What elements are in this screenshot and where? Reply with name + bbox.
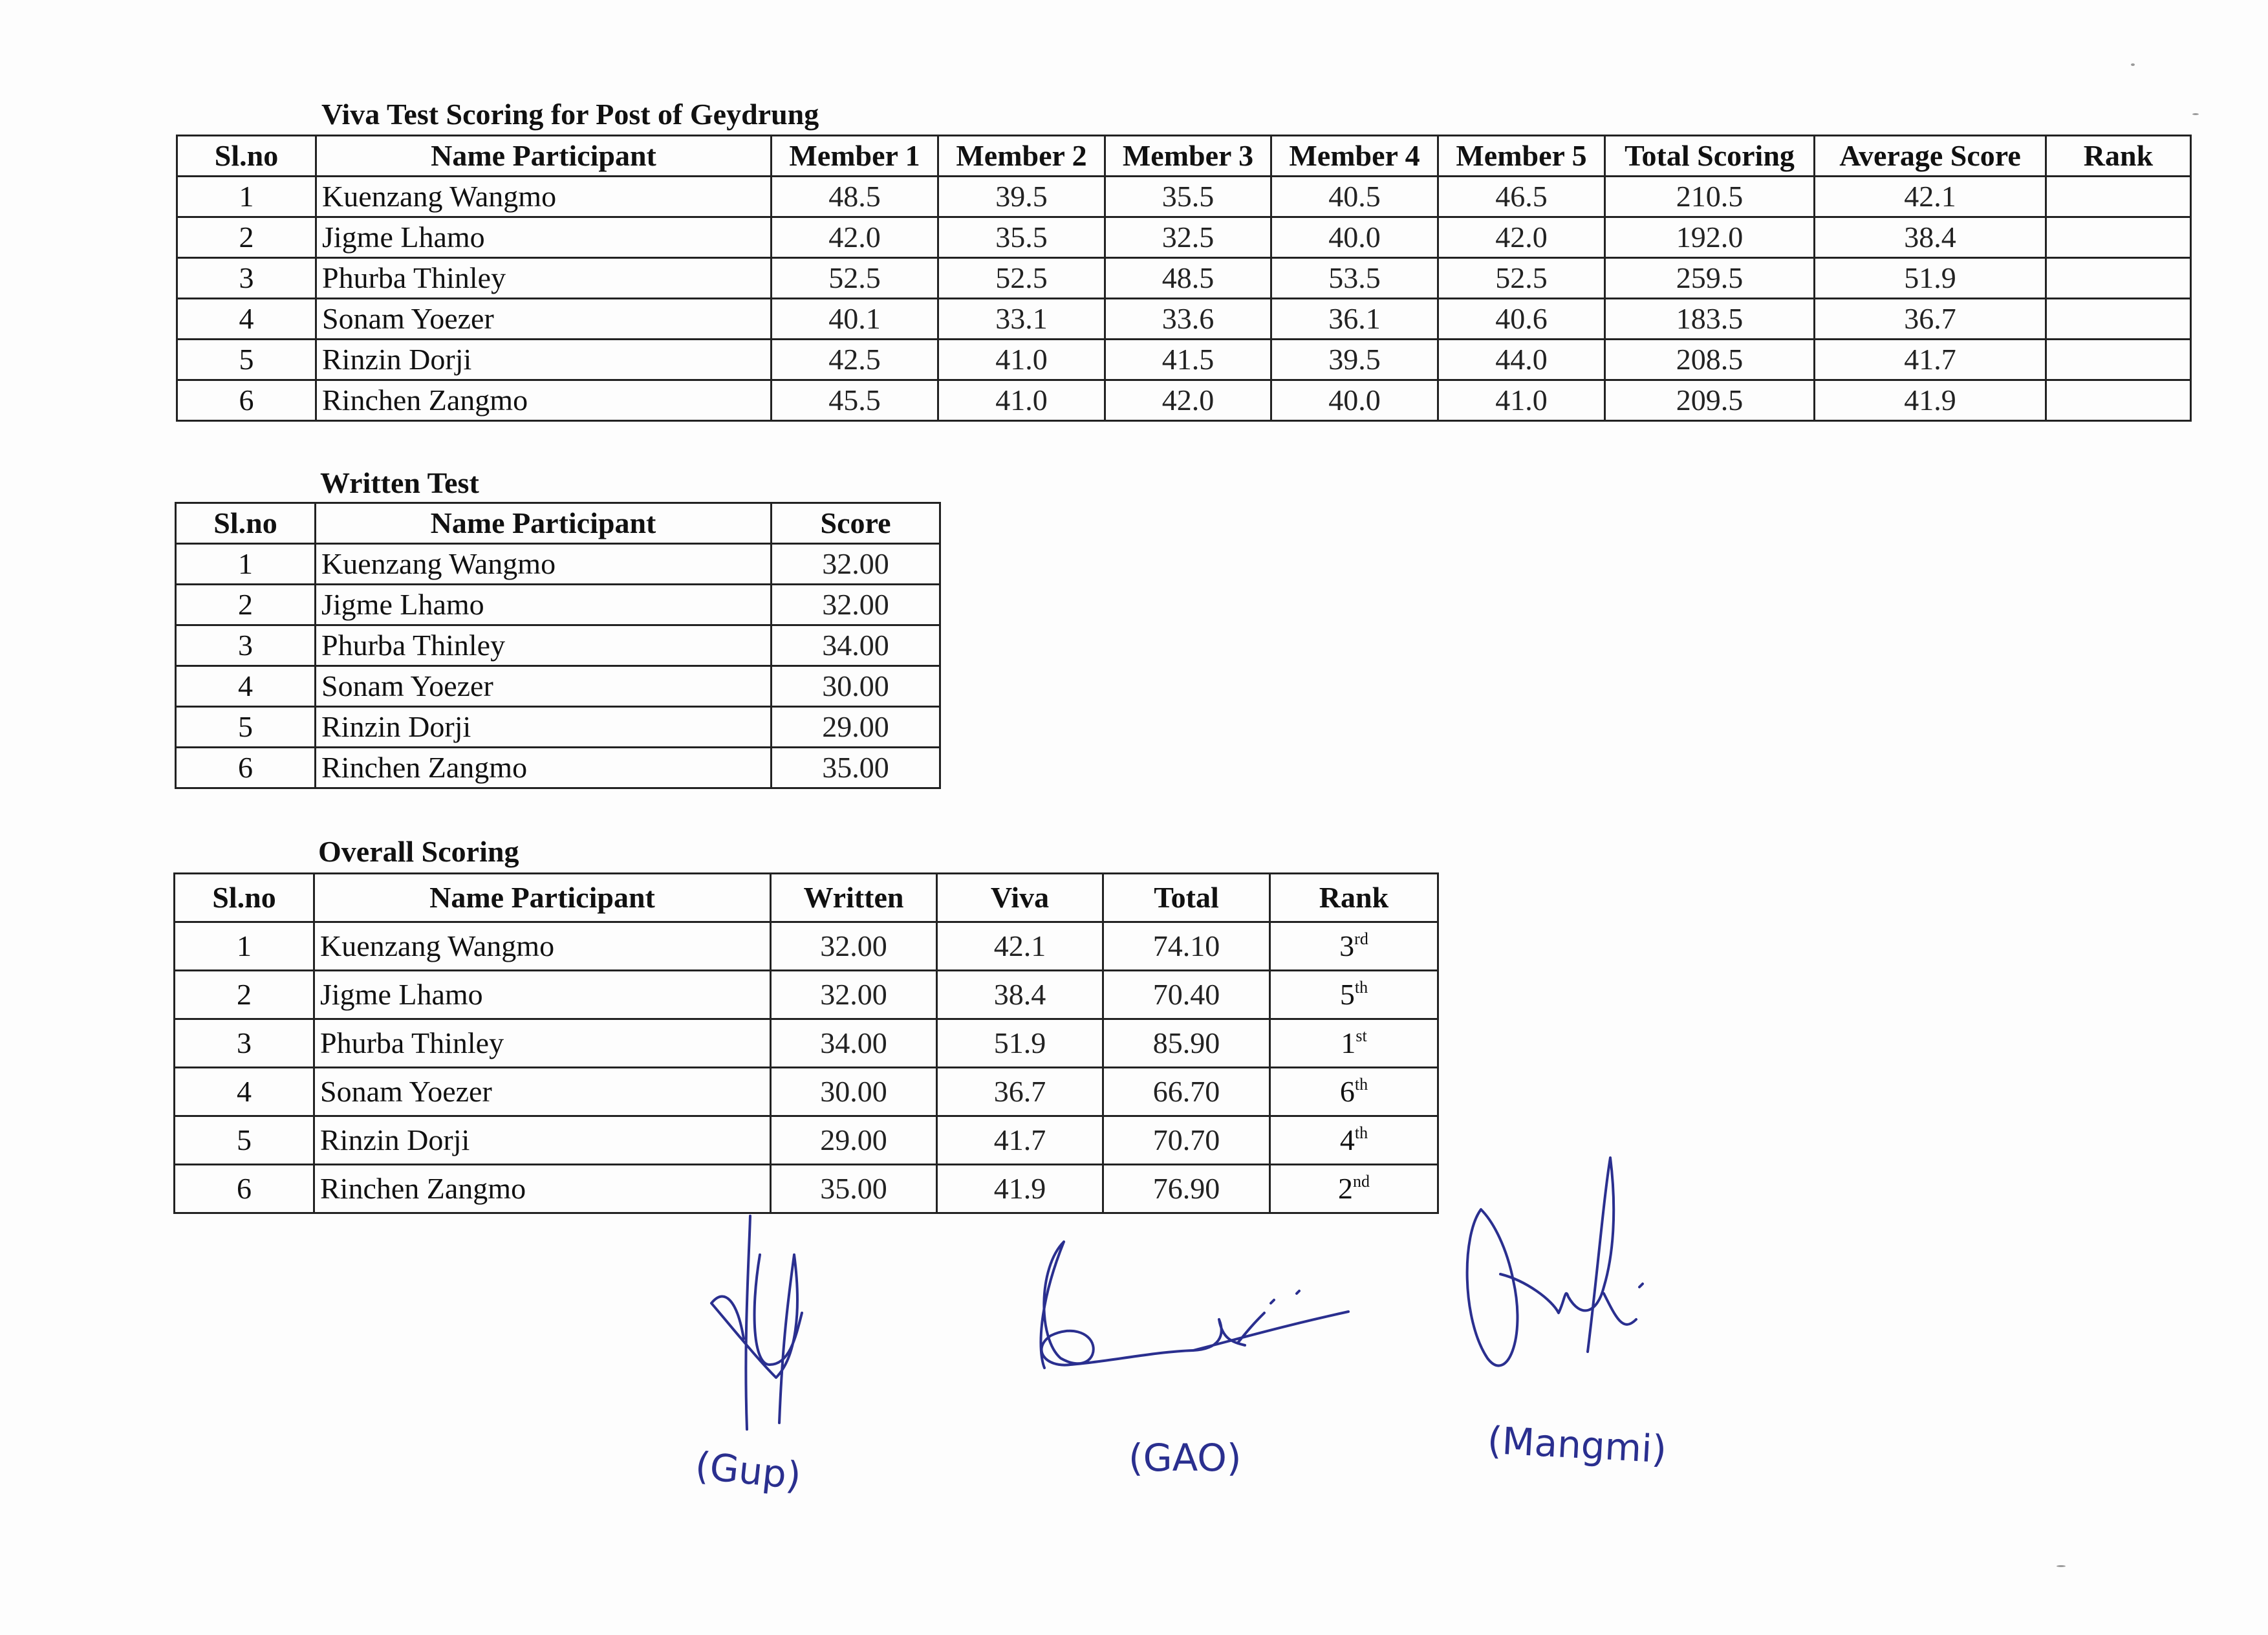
name-cell: Rinchen Zangmo <box>316 380 772 421</box>
viva-table <box>176 135 2192 422</box>
name-cell: Sonam Yoezer <box>314 1068 771 1116</box>
table-row <box>175 1165 1438 1213</box>
total-cell: 70.40 <box>1103 971 1270 1019</box>
average-cell: 36.7 <box>1815 299 2046 340</box>
member2-cell: 33.1 <box>938 299 1105 340</box>
member3-cell: 41.5 <box>1105 340 1271 380</box>
name-cell: Kuenzang Wangmo <box>314 922 771 971</box>
sl-cell: 1 <box>177 177 316 217</box>
overall-title: Overall Scoring <box>318 835 519 868</box>
table-row <box>177 217 2191 258</box>
table-row <box>175 971 1438 1019</box>
rank-suffix: th <box>1354 1075 1368 1094</box>
average-cell: 41.7 <box>1815 340 2046 380</box>
sl-cell: 6 <box>175 1165 314 1213</box>
total-cell: 74.10 <box>1103 922 1270 971</box>
sl-cell: 5 <box>175 1116 314 1165</box>
member5-cell: 44.0 <box>1438 340 1605 380</box>
average-cell: 51.9 <box>1815 258 2046 299</box>
column-header: Sl.no <box>175 874 314 922</box>
name-cell: Rinchen Zangmo <box>314 1165 771 1213</box>
sl-cell: 3 <box>177 258 316 299</box>
total-cell: 209.5 <box>1605 380 1815 421</box>
member2-cell: 41.0 <box>938 380 1105 421</box>
member1-cell: 48.5 <box>772 177 938 217</box>
written-cell: 32.00 <box>771 922 937 971</box>
table-row <box>177 380 2191 421</box>
column-header: Name Participant <box>314 874 771 922</box>
member2-cell: 39.5 <box>938 177 1105 217</box>
sl-cell: 6 <box>176 748 316 788</box>
sl-cell: 3 <box>176 625 316 666</box>
signature-gup <box>698 1209 847 1455</box>
table-row <box>175 1116 1438 1165</box>
sl-cell: 3 <box>175 1019 314 1068</box>
written-header-row <box>176 503 940 544</box>
sl-cell: 1 <box>176 544 316 585</box>
total-cell: 259.5 <box>1605 258 1815 299</box>
sl-cell: 4 <box>177 299 316 340</box>
sl-cell: 4 <box>176 666 316 707</box>
rank-cell <box>2046 340 2191 380</box>
signature-label-gup: (Gup) <box>693 1443 803 1499</box>
total-cell: 208.5 <box>1605 340 1815 380</box>
total-cell: 192.0 <box>1605 217 1815 258</box>
total-cell: 70.70 <box>1103 1116 1270 1165</box>
rank-suffix: nd <box>1353 1172 1370 1191</box>
name-cell: Rinzin Dorji <box>316 340 772 380</box>
column-header: Written <box>771 874 937 922</box>
total-cell: 66.70 <box>1103 1068 1270 1116</box>
table-row <box>176 585 940 625</box>
member3-cell: 32.5 <box>1105 217 1271 258</box>
viva-header-row <box>177 136 2191 177</box>
column-header: Average Score <box>1815 136 2046 177</box>
written-cell: 30.00 <box>771 1068 937 1116</box>
member2-cell: 52.5 <box>938 258 1105 299</box>
written-title: Written Test <box>320 466 479 499</box>
overall-table <box>173 872 1439 1214</box>
score-cell: 32.00 <box>772 544 940 585</box>
rank-cell <box>2046 299 2191 340</box>
signature-gao <box>1025 1229 1374 1423</box>
member5-cell: 42.0 <box>1438 217 1605 258</box>
column-header: Member 3 <box>1105 136 1271 177</box>
column-header: Score <box>772 503 940 544</box>
rank-number: 2 <box>1338 1172 1353 1205</box>
scan-speck <box>2192 113 2199 115</box>
name-cell: Rinzin Dorji <box>314 1116 771 1165</box>
name-cell: Rinzin Dorji <box>316 707 772 748</box>
rank-number: 6 <box>1339 1075 1355 1108</box>
written-cell: 35.00 <box>771 1165 937 1213</box>
column-header: Total Scoring <box>1605 136 1815 177</box>
table-row <box>176 748 940 788</box>
rank-cell <box>2046 217 2191 258</box>
column-header: Viva <box>937 874 1103 922</box>
name-cell: Sonam Yoezer <box>316 666 772 707</box>
sl-cell: 2 <box>177 217 316 258</box>
total-cell: 210.5 <box>1605 177 1815 217</box>
table-row <box>177 258 2191 299</box>
signature-label-mangmi: (Mangmi) <box>1486 1418 1668 1472</box>
column-header: Sl.no <box>176 503 316 544</box>
member4-cell: 40.5 <box>1271 177 1438 217</box>
column-header: Name Participant <box>316 136 772 177</box>
member2-cell: 41.0 <box>938 340 1105 380</box>
member4-cell: 53.5 <box>1271 258 1438 299</box>
table-row <box>176 707 940 748</box>
viva-cell: 42.1 <box>937 922 1103 971</box>
sl-cell: 5 <box>176 707 316 748</box>
name-cell: Sonam Yoezer <box>316 299 772 340</box>
rank-cell <box>1270 1019 1438 1068</box>
rank-cell <box>1270 1116 1438 1165</box>
total-cell: 85.90 <box>1103 1019 1270 1068</box>
member4-cell: 40.0 <box>1271 217 1438 258</box>
sl-cell: 6 <box>177 380 316 421</box>
rank-number: 5 <box>1339 978 1355 1011</box>
member5-cell: 41.0 <box>1438 380 1605 421</box>
member4-cell: 40.0 <box>1271 380 1438 421</box>
sl-cell: 2 <box>175 971 314 1019</box>
average-cell: 42.1 <box>1815 177 2046 217</box>
viva-cell: 41.9 <box>937 1165 1103 1213</box>
name-cell: Jigme Lhamo <box>316 217 772 258</box>
rank-cell <box>1270 922 1438 971</box>
viva-cell: 41.7 <box>937 1116 1103 1165</box>
name-cell: Phurba Thinley <box>314 1019 771 1068</box>
table-row <box>176 666 940 707</box>
rank-cell <box>1270 1068 1438 1116</box>
member4-cell: 39.5 <box>1271 340 1438 380</box>
total-cell: 76.90 <box>1103 1165 1270 1213</box>
rank-suffix: rd <box>1354 929 1368 948</box>
score-cell: 32.00 <box>772 585 940 625</box>
rank-cell <box>1270 1165 1438 1213</box>
member1-cell: 52.5 <box>772 258 938 299</box>
rank-number: 3 <box>1339 929 1355 962</box>
viva-title: Viva Test Scoring for Post of Geydrung <box>321 98 819 131</box>
overall-header-row <box>175 874 1438 922</box>
scan-speck <box>2131 63 2135 66</box>
column-header: Member 1 <box>772 136 938 177</box>
rank-suffix: th <box>1354 1123 1368 1142</box>
sl-cell: 4 <box>175 1068 314 1116</box>
member1-cell: 40.1 <box>772 299 938 340</box>
column-header: Sl.no <box>177 136 316 177</box>
table-row <box>175 922 1438 971</box>
total-cell: 183.5 <box>1605 299 1815 340</box>
table-row <box>176 544 940 585</box>
viva-cell: 36.7 <box>937 1068 1103 1116</box>
name-cell: Rinchen Zangmo <box>316 748 772 788</box>
column-header: Rank <box>2046 136 2191 177</box>
sl-cell: 1 <box>175 922 314 971</box>
name-cell: Jigme Lhamo <box>314 971 771 1019</box>
table-row <box>177 299 2191 340</box>
column-header: Member 2 <box>938 136 1105 177</box>
written-cell: 32.00 <box>771 971 937 1019</box>
member1-cell: 42.0 <box>772 217 938 258</box>
column-header: Rank <box>1270 874 1438 922</box>
score-cell: 35.00 <box>772 748 940 788</box>
column-header: Total <box>1103 874 1270 922</box>
rank-number: 1 <box>1341 1026 1356 1059</box>
member4-cell: 36.1 <box>1271 299 1438 340</box>
sl-cell: 5 <box>177 340 316 380</box>
name-cell: Kuenzang Wangmo <box>316 544 772 585</box>
signature-mangmi <box>1455 1145 1681 1384</box>
average-cell: 38.4 <box>1815 217 2046 258</box>
member3-cell: 48.5 <box>1105 258 1271 299</box>
rank-suffix: th <box>1354 978 1368 997</box>
rank-cell <box>2046 380 2191 421</box>
score-cell: 34.00 <box>772 625 940 666</box>
rank-cell <box>1270 971 1438 1019</box>
viva-cell: 38.4 <box>937 971 1103 1019</box>
member5-cell: 52.5 <box>1438 258 1605 299</box>
table-row <box>175 1068 1438 1116</box>
score-cell: 30.00 <box>772 666 940 707</box>
signature-label-gao: (GAO) <box>1129 1436 1242 1480</box>
member3-cell: 35.5 <box>1105 177 1271 217</box>
viva-cell: 51.9 <box>937 1019 1103 1068</box>
written-table <box>175 502 941 789</box>
sl-cell: 2 <box>176 585 316 625</box>
member2-cell: 35.5 <box>938 217 1105 258</box>
table-row <box>175 1019 1438 1068</box>
member3-cell: 33.6 <box>1105 299 1271 340</box>
written-cell: 29.00 <box>771 1116 937 1165</box>
rank-number: 4 <box>1339 1123 1355 1156</box>
table-row <box>177 177 2191 217</box>
column-header: Name Participant <box>316 503 772 544</box>
name-cell: Phurba Thinley <box>316 258 772 299</box>
member5-cell: 46.5 <box>1438 177 1605 217</box>
name-cell: Jigme Lhamo <box>316 585 772 625</box>
average-cell: 41.9 <box>1815 380 2046 421</box>
column-header: Member 4 <box>1271 136 1438 177</box>
member1-cell: 42.5 <box>772 340 938 380</box>
member5-cell: 40.6 <box>1438 299 1605 340</box>
column-header: Member 5 <box>1438 136 1605 177</box>
rank-suffix: st <box>1355 1026 1367 1045</box>
member1-cell: 45.5 <box>772 380 938 421</box>
rank-cell <box>2046 177 2191 217</box>
member3-cell: 42.0 <box>1105 380 1271 421</box>
name-cell: Kuenzang Wangmo <box>316 177 772 217</box>
table-row <box>177 340 2191 380</box>
written-cell: 34.00 <box>771 1019 937 1068</box>
name-cell: Phurba Thinley <box>316 625 772 666</box>
scan-speck <box>2057 1565 2066 1567</box>
table-row <box>176 625 940 666</box>
score-cell: 29.00 <box>772 707 940 748</box>
rank-cell <box>2046 258 2191 299</box>
